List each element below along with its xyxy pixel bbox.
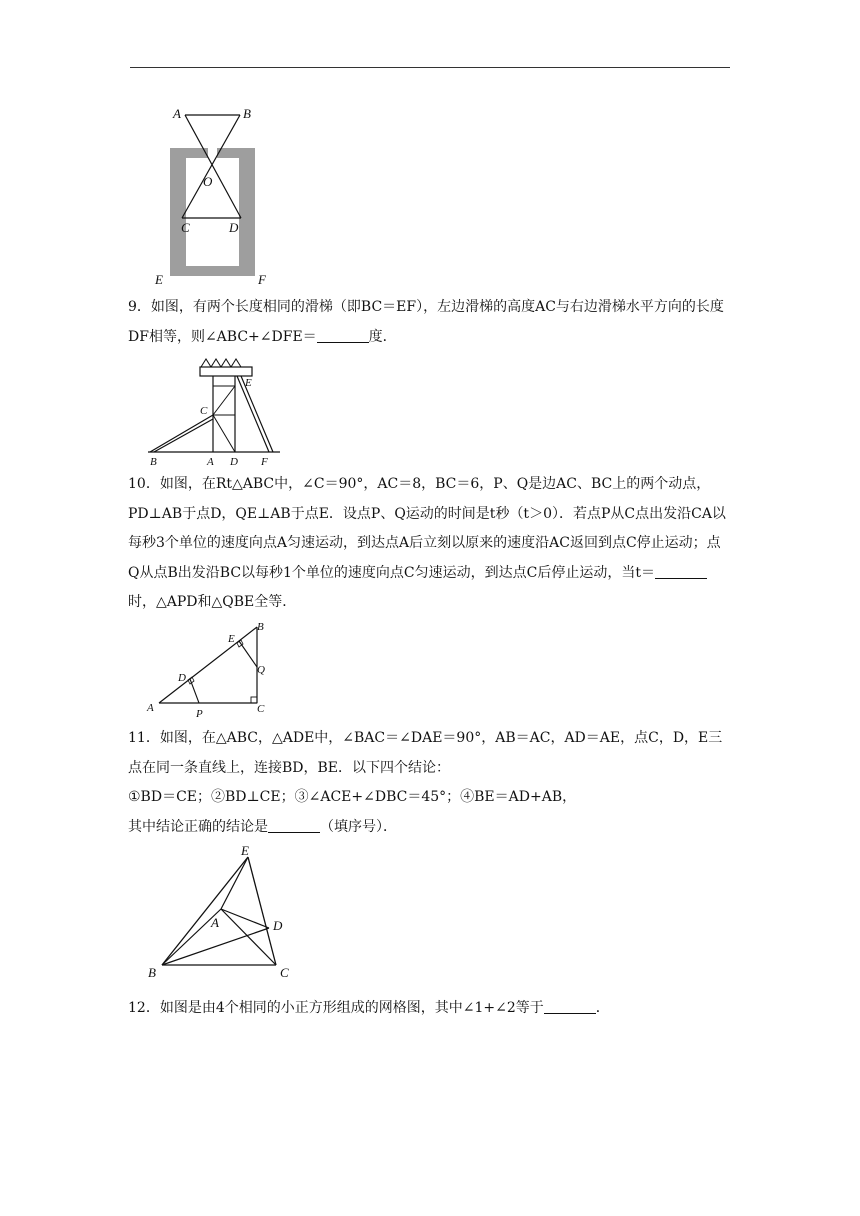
question-10 — [128, 470, 732, 618]
label-C: C — [181, 220, 190, 235]
label-C: C — [200, 405, 208, 417]
question-prompt: 其中结论正确的结论是 — [128, 818, 268, 835]
label-E: E — [245, 377, 252, 389]
label-C: C — [280, 965, 289, 980]
question-text: 如图，在Rt△ABC中，∠C＝90°，AC＝8，BC＝6，P、Q是边AC、BC上的两个动点，PD⊥AB于点D，QE⊥AB于点E．设点P、Q运动的时间是t秒（t＞0）．若点P从C点出发沿CA以每秒3个单位的速度向点A匀速运动，到达点A后立刻以原来的速度沿AC返回到点C停止运动；点Q从点B出发沿BC以每秒1个单位的速度向点C匀速运动，到达点C后停止运动，当t＝ — [128, 476, 726, 581]
conclusions: ①BD＝CE；②BD⊥CE；③∠ACE+∠DBC＝45°；④BE＝AD+AB， — [128, 789, 577, 805]
label-F: F — [261, 456, 268, 468]
answer-blank[interactable] — [268, 819, 320, 833]
label-F: F — [258, 272, 266, 287]
label-B: B — [148, 965, 156, 980]
label-A: A — [211, 915, 219, 930]
question-number: 12． — [128, 1000, 160, 1016]
answer-blank[interactable] — [317, 329, 369, 343]
question-text: 如图是由4个相同的小正方形组成的网格图，其中∠1+∠2等于 — [159, 1000, 544, 1016]
answer-blank[interactable] — [544, 1000, 596, 1014]
figure-slides — [145, 355, 285, 467]
question-tail: ． — [595, 1000, 610, 1016]
answer-blank[interactable] — [655, 565, 707, 579]
label-D: D — [178, 672, 186, 684]
figure-hourglass — [145, 100, 275, 290]
question-number: 10． — [128, 476, 160, 492]
header-rule — [130, 67, 730, 68]
question-9 — [128, 293, 732, 352]
label-Q: Q — [257, 664, 265, 676]
question-number: 9． — [128, 299, 151, 315]
label-C: C — [257, 703, 265, 715]
label-E: E — [155, 272, 163, 287]
label-O: O — [203, 174, 213, 189]
label-D: D — [273, 918, 283, 933]
label-A: A — [147, 702, 154, 714]
label-B: B — [150, 456, 157, 468]
question-number: 11． — [128, 730, 160, 746]
label-B: B — [243, 106, 251, 121]
question-tail: 度． — [368, 328, 397, 345]
figure-triangles-ade — [145, 843, 305, 983]
label-D: D — [229, 220, 239, 235]
figure-right-triangle — [145, 615, 275, 720]
label-P: P — [196, 708, 203, 720]
label-B: B — [257, 621, 264, 633]
question-tail: （填序号）． — [320, 818, 397, 835]
question-tail: 时，△APD和△QBE全等． — [128, 594, 297, 610]
label-A: A — [207, 456, 214, 468]
question-text: 如图，有两个长度相同的滑梯（即BC＝EF），左边滑梯的高度AC与右边滑梯水平方向的长度DF相等，则∠ABC+∠DFE＝ — [128, 299, 724, 345]
question-12 — [128, 994, 732, 1024]
question-text: 如图，在△ABC，△ADE中，∠BAC＝∠DAE＝90°，AB＝AC，AD＝AE，点C，D，E三点在同一条直线上，连接BD，BE．以下四个结论： — [128, 730, 723, 776]
question-11 — [128, 724, 732, 842]
label-E: E — [241, 843, 249, 858]
label-D: D — [230, 456, 238, 468]
label-E: E — [228, 633, 235, 645]
label-A: A — [173, 106, 181, 121]
